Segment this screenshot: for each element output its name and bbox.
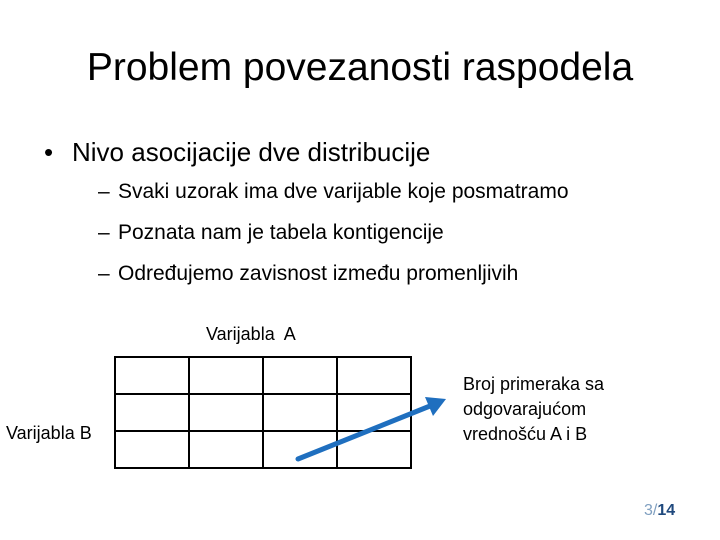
page-total: 14	[657, 502, 676, 519]
sub-bullet-text: Svaki uzorak ima dve varijable koje posmatramo	[118, 180, 569, 203]
slide-title: Problem povezanosti raspodela	[86, 46, 634, 89]
arrow-shaft	[298, 406, 430, 459]
page-current: 3	[644, 502, 653, 519]
page-number	[644, 501, 675, 521]
callout-line: Broj primeraka sa	[463, 374, 605, 394]
callout-line: vrednošću A i B	[463, 424, 588, 444]
page-separator: /	[652, 502, 658, 519]
sub-bullet-text: Poznata nam je tabela kontigencije	[118, 221, 444, 244]
sub-bullet-marker: –	[98, 221, 110, 244]
callout-line: odgovarajućom	[463, 399, 587, 419]
sub-bullet-marker: –	[98, 180, 110, 203]
cell-callout	[463, 372, 663, 447]
bullet-text: Nivo asocijacije dve distribucije	[72, 137, 431, 167]
sub-bullet-marker: –	[98, 262, 110, 285]
bullet-marker: •	[44, 137, 54, 167]
variable-a-label: Varijabla A	[206, 324, 296, 344]
sub-bullet-text: Određujemo zavisnost između promenljivih	[118, 262, 519, 285]
variable-b-label: Varijabla B	[6, 423, 92, 443]
